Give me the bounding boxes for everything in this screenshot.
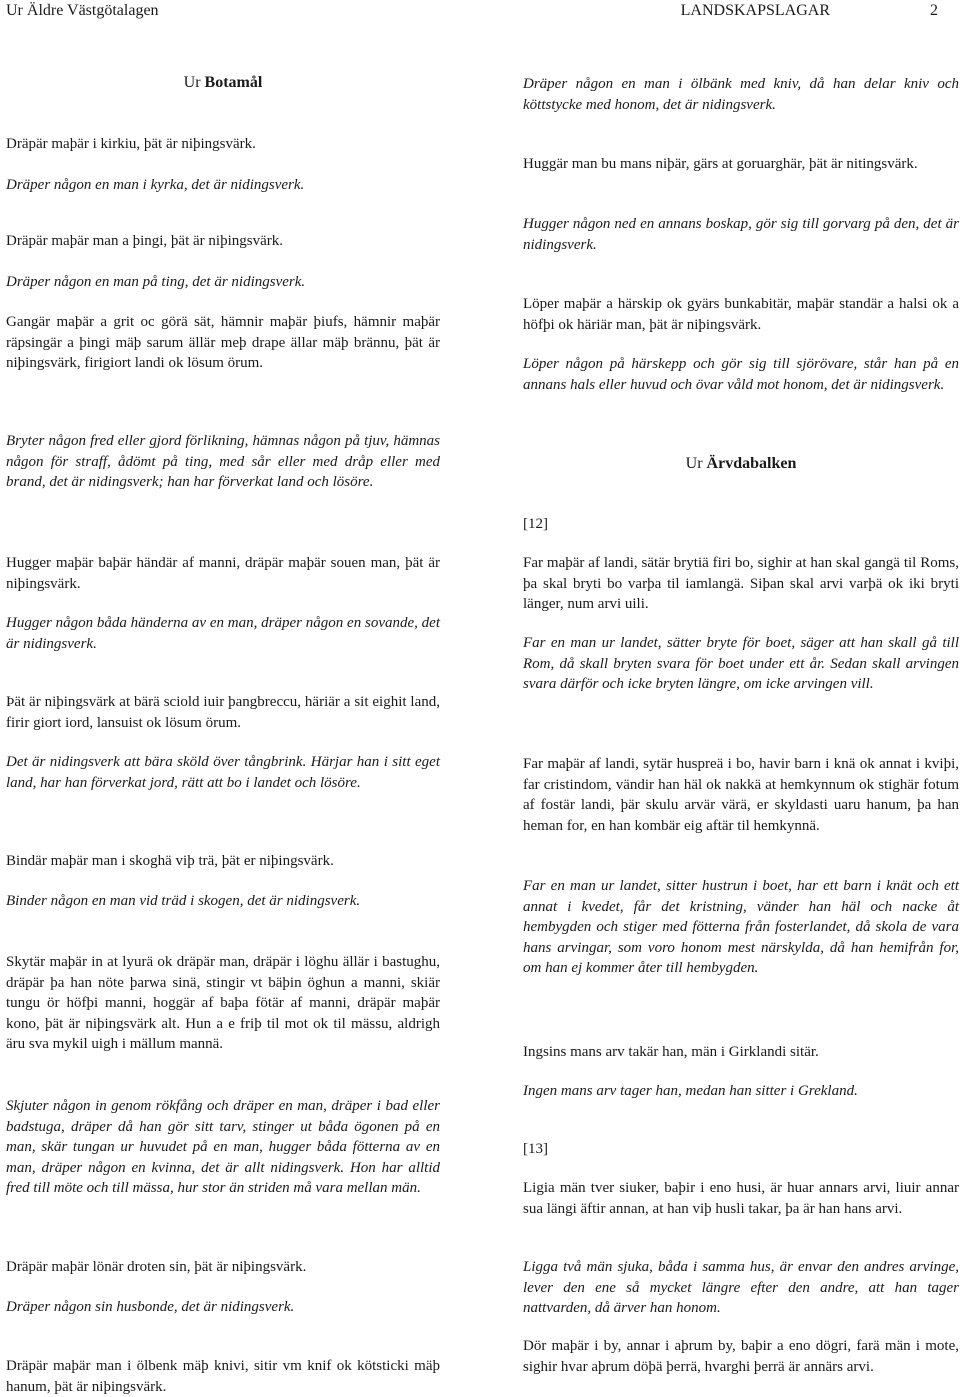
old-law-paragraph: Ligia män tver siuker, baþir i eno husi, är huar annars arvi, liuir annar sua längi äftir annan, at han viþ husli takar, þa är han hans arvi. bbox=[523, 1180, 959, 1217]
old-law-paragraph: Dräpär maþär lönär droten sin, þät är niþingsvärk. bbox=[6, 1259, 307, 1275]
heading-title: Ärvdabalken bbox=[706, 455, 797, 472]
translation-paragraph: Bryter någon fred eller gjord förlikning, hämnas någon på tjuv, hämnas någon för straff, ådömt på ting, med sår eller med dråp eller med brand, det är nidingsverk; han har förverkat land och lösöre. bbox=[6, 433, 440, 490]
translation-paragraph: Binder någon en man vid träd i skogen, det är nidingsverk. bbox=[6, 893, 361, 909]
translation-paragraph: Dräper någon en man i kyrka, det är nidingsverk. bbox=[6, 177, 305, 193]
heading-title: Botamål bbox=[204, 74, 263, 91]
translation-paragraph: Ligga två män sjuka, båda i samma hus, är envar den andres arvinge, lever den ene så mycket längre efter den andre, att han tager nattvarden, då ärver han honom. bbox=[523, 1259, 959, 1316]
translation-paragraph: Ingen mans arv tager han, medan han sitter i Grekland. bbox=[523, 1083, 858, 1099]
old-law-paragraph: Dräpär maþär man a þingi, þät är niþingsvärk. bbox=[6, 233, 283, 249]
old-law-paragraph: Huggär man bu mans niþär, gärs at goruarghär, þät är nitingsvärk. bbox=[523, 156, 918, 172]
old-law-paragraph: Dör maþär i by, annar i aþrum by, baþir a eno dögri, farä män i mote, sighir hvar aþrum döþä þerrä, hvarghi þerrä är annärs arvi. bbox=[523, 1338, 959, 1375]
translation-paragraph: Löper någon på härskepp och gör sig till sjörövare, står han på en annans hals eller huvud och övar våld mot honom, det är nidingsverk. bbox=[523, 356, 959, 393]
translation-paragraph: Skjuter någon in genom rökfång och dräper en man, dräper i bad eller badstuga, dräper då han gör sitt tarv, stinger ut båda ögonen på en man, skär tungan ur huvudet på en man, hugger båda fötterna av en man, dräper någon en kvinna, det är allt nidingsverk. Hon har alltid fred till möte och till mässa, hur stor än striden må vara mellan män. bbox=[6, 1098, 440, 1196]
section-heading-botamal bbox=[6, 73, 440, 94]
old-law-paragraph: Hugger maþär baþär händär af manni, dräpär maþär souen man, þät är niþingsvärk. bbox=[6, 555, 440, 592]
old-law-paragraph: Ingsins mans arv takär han, män i Girklandi sitär. bbox=[523, 1044, 819, 1060]
translation-paragraph: Hugger någon båda händerna av en man, dräper någon en sovande, det är nidingsverk. bbox=[6, 615, 440, 652]
section-heading-arvdabalken bbox=[523, 454, 959, 475]
old-law-paragraph: Gangär maþär a grit oc görä sät, hämnir maþär þiufs, hämnir maþär räpsingär a þingi mäþ sarum ällär meþ drape ällar mäþ brännu, þät är niþingsvärk, firigiort landi ok lösum örum. bbox=[6, 314, 440, 371]
old-law-paragraph: Löper maþär a härskip ok gyärs bunkabitär, maþär standär a halsi ok a höfþi ok häriär man, þät är niþingsvärk. bbox=[523, 296, 959, 333]
translation-paragraph: Far en man ur landet, sätter bryte för boet, säger att han skall gå till Rom, då skall bryten svara för boet under ett år. Sedan skall arvingen svara därför och icke bryten längre, om icke arvingen vill. bbox=[523, 635, 959, 692]
old-law-paragraph: Far maþär af landi, sytär huspreä i bo, havir barn i knä ok annat i kviþi, far cristindom, vändir han häl ok nakkä at hemkynnum ok stighär fotum af fostär landi, þär skulu arvär värä, er skyldasti uaru hanum, þa han heman for, en han kombär eig aftär til hemkynnä. bbox=[523, 756, 959, 834]
chapter-marker: [12] bbox=[523, 516, 548, 532]
translation-paragraph: Far en man ur landet, sitter hustrun i boet, har ett barn i knät och ett annat i kvedet, får det kristning, vänder han häl och nacke åt hembygden och stiger med fötterna från fosterlandet, då skola de vara hans arvingar, som voro honom mest närskylda, då han hemifrån for, om han ej kommer åter till hembygden. bbox=[523, 878, 959, 976]
heading-prefix: Ur bbox=[183, 74, 201, 91]
page-header-right bbox=[681, 1, 938, 22]
heading-prefix: Ur bbox=[685, 455, 703, 472]
header-section-title: LANDSKAPSLAGAR bbox=[680, 2, 830, 19]
old-law-paragraph: Skytär maþär in at lyurä ok dräpär man, dräpär i löghu ällär i bastughu, dräpär þa han nöte þarwa sinä, stingir vt bäþin öghun a manni, skiär tungu ör höfþi manni, hoggär af baþa fötär af manni, dräpär maþär kono, þät är niþingsvärk alt. Hun a e friþ til mot ok til mässu, aldrigh äru sva mykil uigh i mällum mannä. bbox=[6, 954, 440, 1052]
old-law-paragraph: Bindär maþär man i skoghä viþ trä, þät er niþingsvärk. bbox=[6, 853, 334, 869]
page-header-left: Ur Äldre Västgötalagen bbox=[6, 2, 159, 19]
old-law-paragraph: Þät är niþingsvärk at bärä sciold iuir þangbreccu, häriär a sit eighit land, firir giort iord, lansuist ok lösum örum. bbox=[6, 694, 440, 731]
old-law-paragraph: Dräpär maþär i kirkiu, þät är niþingsvärk. bbox=[6, 136, 256, 152]
chapter-marker: [13] bbox=[523, 1141, 548, 1157]
old-law-paragraph: Dräpär maþär man i ölbenk mäþ knivi, sitir vm knif ok kötsticki mäþ hanum, þät är niþingsvärk. bbox=[6, 1358, 440, 1395]
old-law-paragraph: Far maþär af landi, sätär brytiä firi bo, sighir at han skal gangä til Roms, þa skal bryti bo varþa til iamlangä. Siþan skal arvi varþä ok iki bryti länger, num arvi uili. bbox=[523, 555, 959, 612]
translation-paragraph: Dräper någon en man i ölbänk med kniv, då han delar kniv och köttstycke med honom, det är nidingsverk. bbox=[523, 76, 959, 113]
page-number: 2 bbox=[930, 2, 938, 19]
translation-paragraph: Dräper någon sin husbonde, det är nidingsverk. bbox=[6, 1299, 295, 1315]
translation-paragraph: Dräper någon en man på ting, det är nidingsverk. bbox=[6, 274, 306, 290]
translation-paragraph: Hugger någon ned en annans boskap, gör sig till gorvarg på den, det är nidingsverk. bbox=[523, 216, 959, 253]
translation-paragraph: Det är nidingsverk att bära sköld över tångbrink. Härjar han i sitt eget land, har han förverkat jord, rätt att bo i landet och lösöre. bbox=[6, 754, 440, 791]
